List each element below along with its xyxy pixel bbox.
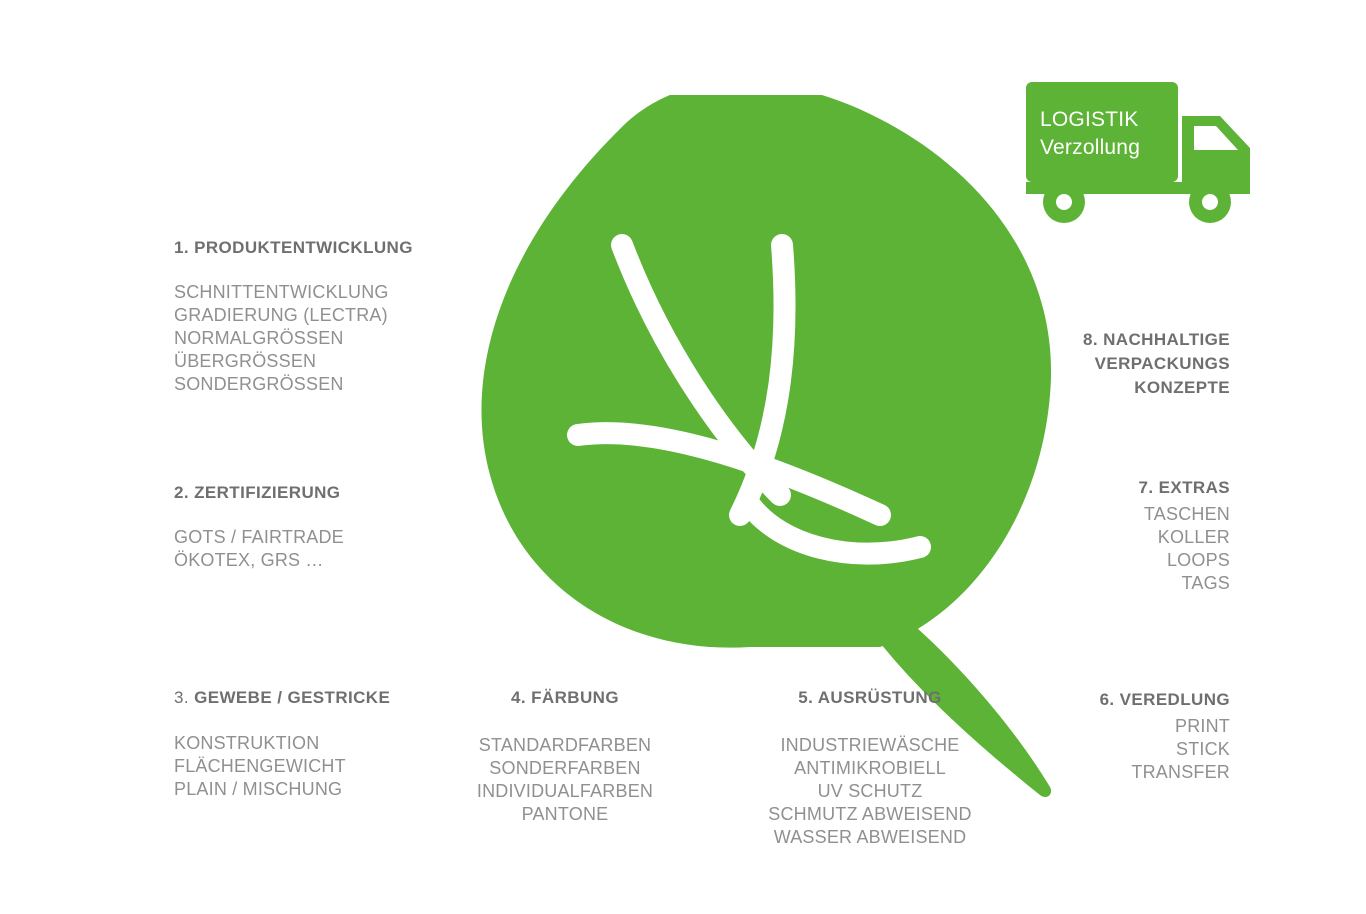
step-7-heading: 7. EXTRAS [1138, 478, 1230, 497]
step-6-heading: 6. VEREDLUNG [1099, 690, 1230, 709]
step-2-heading: 2. ZERTIFIZIERUNG [174, 483, 341, 502]
list-item: FLÄCHENGEWICHT [174, 756, 346, 776]
list-item: ÜBERGRÖSSEN [174, 351, 317, 371]
step-faerbung [440, 686, 690, 826]
truck-label-line1: LOGISTIK [1040, 108, 1139, 131]
list-item: SONDERGRÖSSEN [174, 374, 344, 394]
list-item: STICK [1175, 739, 1230, 759]
step-produktentwicklung [174, 236, 474, 396]
list-item: UV SCHUTZ [817, 781, 923, 801]
list-item: TAGS [1181, 573, 1230, 593]
truck-wheel-rear-hub [1056, 194, 1072, 210]
step-6-items [960, 715, 1230, 784]
list-item: TASCHEN [1143, 504, 1230, 524]
step-zertifizierung [174, 481, 474, 572]
list-item: WASSER ABWEISEND [773, 827, 967, 847]
step-5-heading: 5. AUSRÜSTUNG [798, 688, 942, 707]
list-item: ANTIMIKROBIELL [794, 758, 946, 778]
truck-label-line2: Verzollung [1040, 136, 1141, 159]
list-item: NORMALGRÖSSEN [174, 328, 344, 348]
list-item: INDIVIDUALFARBEN [476, 781, 654, 801]
step-7-items [960, 503, 1230, 595]
truck-graphic [1022, 78, 1262, 248]
step-extras [960, 476, 1230, 595]
list-item: TRANSFER [1131, 762, 1230, 782]
list-item: SONDERFARBEN [489, 758, 641, 778]
list-item: GOTS / FAIRTRADE [174, 527, 344, 547]
list-item: LOOPS [1166, 550, 1230, 570]
list-item: GRADIERUNG (LECTRA) [174, 305, 388, 325]
step-veredlung [960, 688, 1230, 784]
list-item: KONSTRUKTION [174, 733, 320, 753]
list-item: SCHNITTENTWICKLUNG [174, 282, 389, 302]
step-1-heading: 1. PRODUKTENTWICKLUNG [174, 238, 413, 257]
step-8-heading-line1: 8. NACHHALTIGE [1083, 330, 1230, 349]
step-verpackungskonzepte [960, 328, 1230, 400]
step-8-heading-line2: VERPACKUNGS [1094, 354, 1230, 373]
list-item: INDUSTRIEWÄSCHE [780, 735, 960, 755]
step-4-heading: 4. FÄRBUNG [511, 688, 619, 707]
list-item: KOLLER [1157, 527, 1230, 547]
list-item: ÖKOTEX, GRS … [174, 550, 324, 570]
step-2-items [174, 526, 474, 572]
truck-label [1040, 106, 1200, 162]
list-item: SCHMUTZ ABWEISEND [768, 804, 972, 824]
step-8-heading [960, 328, 1230, 400]
step-4-items [440, 734, 690, 826]
truck-wheel-front-hub [1202, 194, 1218, 210]
list-item: PRINT [1175, 716, 1230, 736]
step-3-number: 3. [174, 688, 195, 707]
list-item: STANDARDFARBEN [478, 735, 652, 755]
list-item: PANTONE [521, 804, 609, 824]
step-1-items [174, 281, 474, 396]
step-3-title: GEWEBE / GESTRICKE [194, 688, 391, 707]
list-item: PLAIN / MISCHUNG [174, 779, 343, 799]
step-8-heading-line3: KONZEPTE [1134, 378, 1230, 397]
